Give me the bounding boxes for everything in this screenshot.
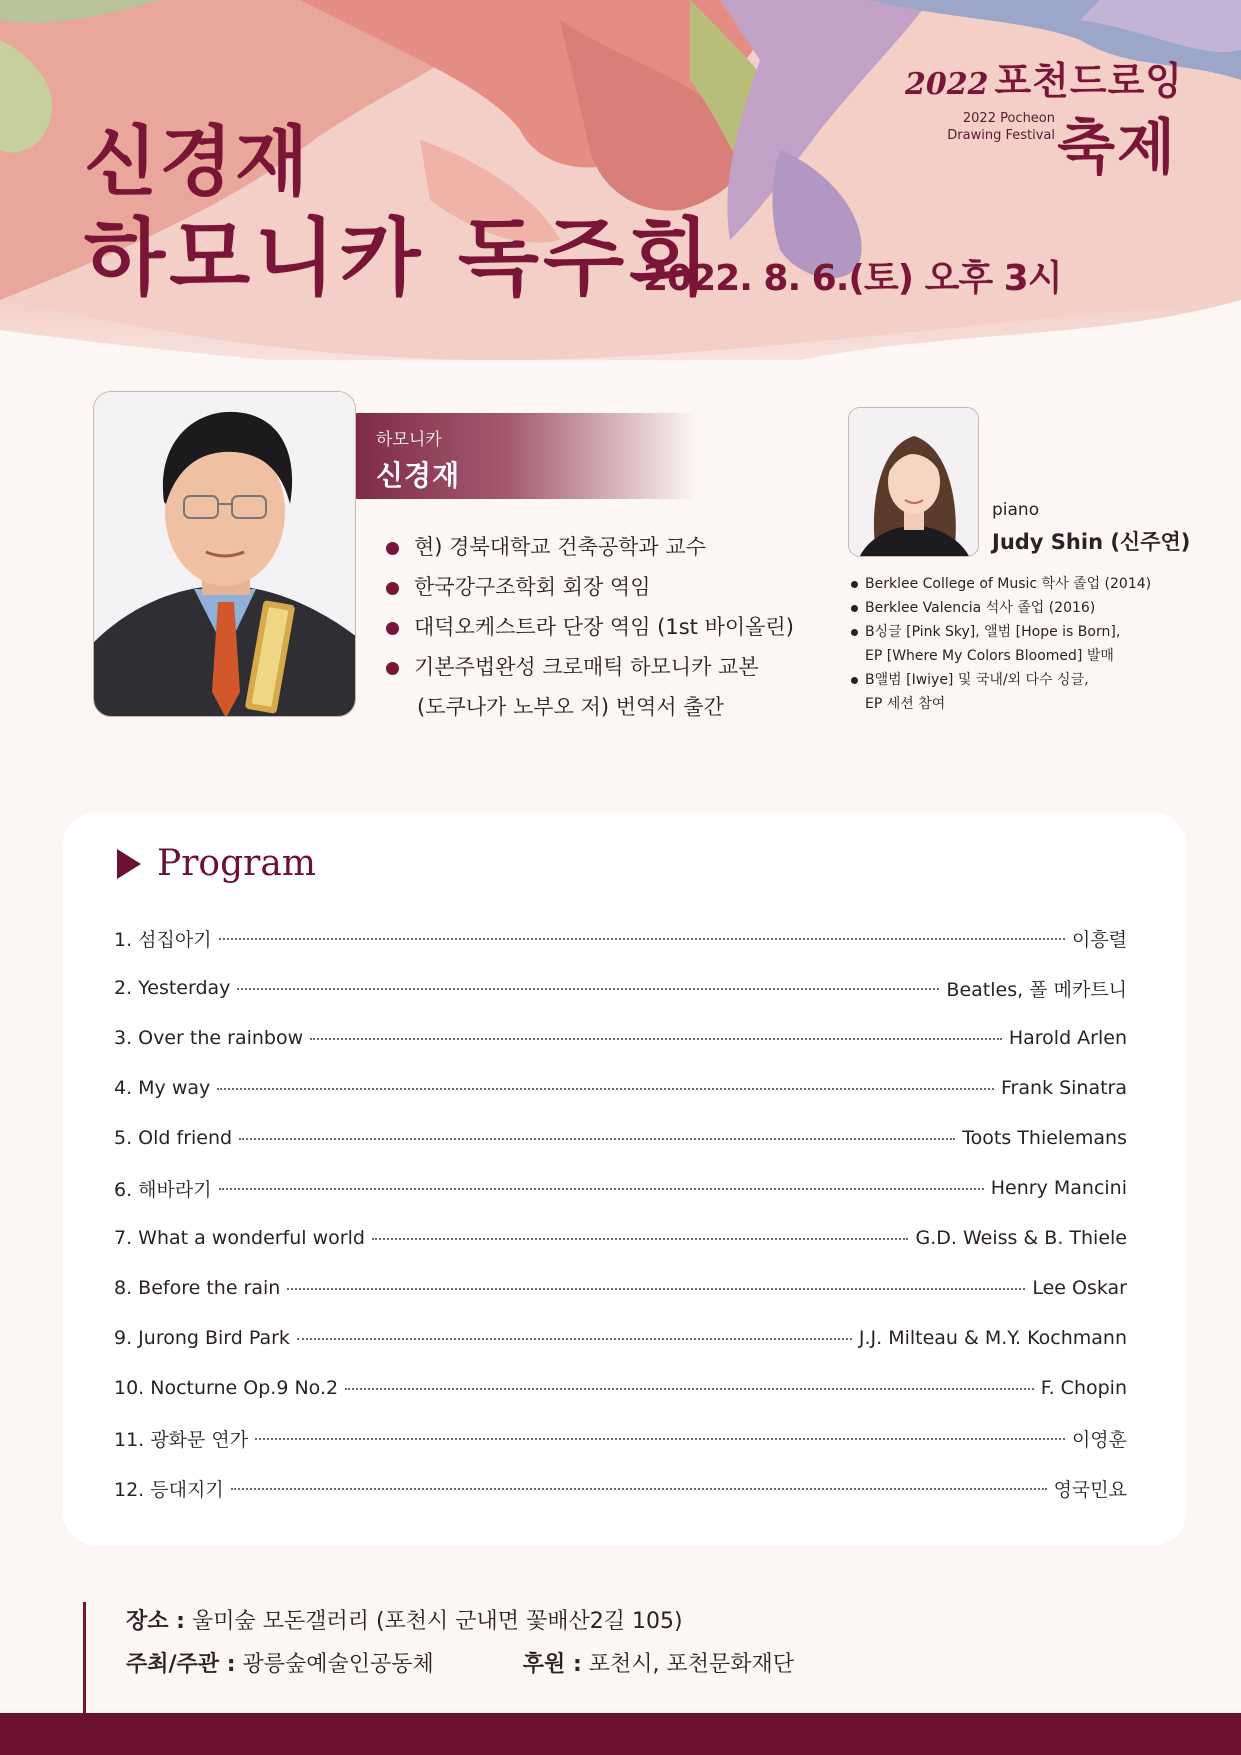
host-label: 주최/주관 : — [126, 1652, 236, 1677]
program-heading — [117, 843, 316, 884]
performer-name: 신경재 — [376, 459, 461, 492]
dot-leader — [287, 1288, 1025, 1290]
pianist-bio-item: Berklee College of Music 학사 졸업 (2014) — [850, 572, 1170, 596]
dot-leader — [255, 1438, 1065, 1440]
festival-year: 2022 — [904, 67, 989, 102]
pianist-bio — [850, 572, 1170, 716]
dot-leader — [239, 1138, 955, 1140]
dot-leader — [345, 1388, 1034, 1390]
pianist-photo — [848, 407, 979, 557]
program-item: 9. Jurong Bird Park J.J. Milteau & M.Y. Kochmann — [114, 1327, 1127, 1349]
bio-item: 한국강구조학회 회장 역임 — [386, 567, 794, 607]
bio-item: 현) 경북대학교 건축공학과 교수 — [386, 527, 794, 567]
concert-date: 2022. 8. 6.(토) 오후 3시 — [643, 258, 1062, 299]
performer-bio — [386, 527, 794, 727]
festival-word: 축제 — [1057, 113, 1177, 183]
festival-name: 포천드로잉 — [994, 59, 1183, 103]
program-list — [114, 913, 1127, 1513]
pianist-role: piano — [992, 500, 1040, 520]
dot-leader — [219, 1188, 984, 1190]
venue-label: 장소 : — [126, 1609, 185, 1634]
program-item: 5. Old friend Toots Thielemans — [114, 1127, 1127, 1149]
dot-leader — [231, 1488, 1047, 1490]
host-value: 광릉숲예술인공동체 — [242, 1652, 434, 1677]
program-item: 8. Before the rain Lee Oskar — [114, 1277, 1127, 1299]
sponsor-label: 후원 : — [522, 1652, 582, 1677]
program-item: 12. 등대지기 영국민요 — [114, 1478, 1127, 1501]
dot-leader — [297, 1338, 852, 1340]
bio-item-continuation: (도쿠나가 노부오 저) 번역서 출간 — [417, 695, 724, 719]
performer-photo — [93, 391, 356, 717]
bottom-bar — [0, 1713, 1241, 1755]
festival-logo — [883, 50, 1183, 183]
festival-english-name: 2022 Pocheon Drawing Festival — [947, 111, 1055, 143]
dot-leader — [217, 1088, 994, 1090]
pianist-bio-item: B앨범 [Iwiye] 및 국내/외 다수 싱글, EP 세션 참여 — [850, 668, 1170, 716]
program-item: 6. 해바라기 Henry Mancini — [114, 1177, 1127, 1201]
venue-value: 울미숲 모돈갤러리 (포천시 군내면 꽃배산2길 105) — [191, 1609, 683, 1634]
bio-item: 기본주법완성 크로매틱 하모니카 교본 — [386, 647, 794, 687]
sponsor-value: 포천시, 포천문화재단 — [588, 1652, 795, 1677]
program-title: Program — [157, 843, 316, 884]
program-item: 3. Over the rainbow Harold Arlen — [114, 1027, 1127, 1049]
performer-title: 신경재 — [84, 117, 311, 206]
performer-name-band — [356, 413, 696, 499]
program-item: 2. Yesterday Beatles, 폴 메카트니 — [114, 977, 1127, 1001]
play-arrow-icon — [117, 849, 141, 879]
dot-leader — [237, 988, 939, 990]
footer-accent-line — [83, 1602, 86, 1714]
organizer-line — [126, 1647, 794, 1678]
program-item: 7. What a wonderful world G.D. Weiss & B. Thiele — [114, 1227, 1127, 1249]
concert-title: 하모니카 독주회 — [84, 209, 714, 307]
program-item: 10. Nocturne Op.9 No.2 F. Chopin — [114, 1377, 1127, 1399]
dot-leader — [372, 1238, 909, 1240]
performer-role: 하모니카 — [376, 430, 442, 450]
dot-leader — [219, 938, 1065, 940]
program-item: 11. 광화문 연가 이영훈 — [114, 1428, 1127, 1451]
bio-item: 대덕오케스트라 단장 역임 (1st 바이올린) — [386, 607, 794, 647]
sponsor-group — [523, 1647, 794, 1678]
venue-line — [126, 1604, 683, 1635]
pianist-name: Judy Shin (신주연) — [992, 530, 1191, 554]
dot-leader — [310, 1038, 1002, 1040]
program-panel — [63, 813, 1186, 1545]
program-item: 1. 섬집아기 이흥렬 — [114, 928, 1127, 951]
program-item: 4. My way Frank Sinatra — [114, 1077, 1127, 1099]
pianist-bio-item: Berklee Valencia 석사 졸업 (2016) — [850, 596, 1170, 620]
pianist-bio-item: B싱글 [Pink Sky], 앨범 [Hope is Born], EP [Where My Colors Bloomed] 발매 — [850, 620, 1170, 668]
